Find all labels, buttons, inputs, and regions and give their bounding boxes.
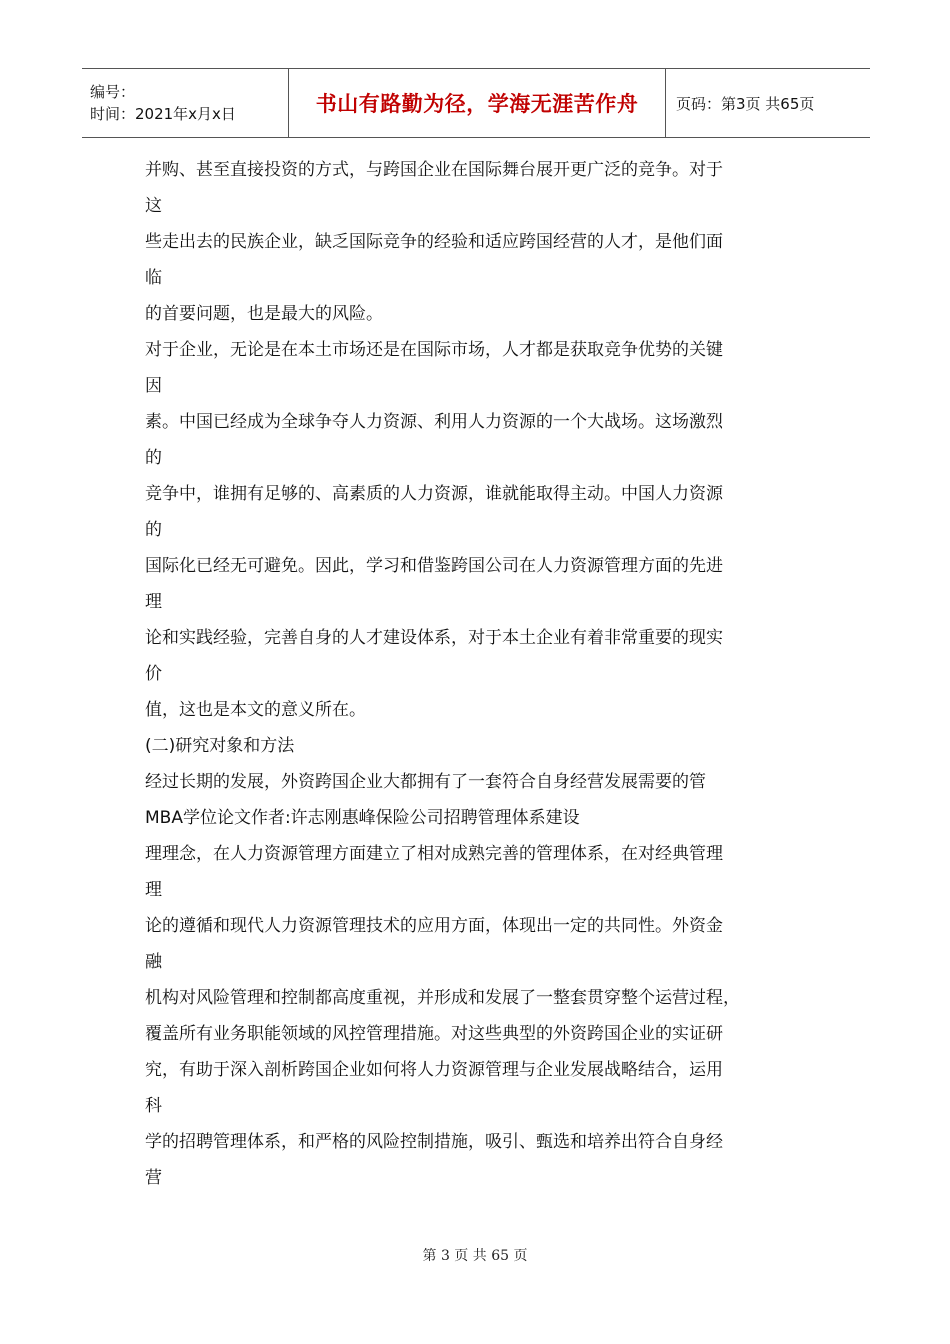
header-motto [289,69,666,137]
body-line: 覆盖所有业务职能领域的风控管理措施。对这些典型的外资跨国企业的实证研 [145,1024,723,1044]
section-heading: (二)研究对象和方法 [145,736,295,756]
body-line: 学的招聘管理体系，和严格的风险控制措施，吸引、甄选和培养出符合自身经 [145,1132,723,1152]
body-line: 的首要问题，也是最大的风险。 [145,304,383,324]
header-page-info [666,69,870,137]
footer-page-number: 第 3 页 共 65 页 [422,1248,528,1264]
body-line: 究，有助于深入剖析跨国企业如何将人力资源管理与企业发展战略结合，运用 [145,1060,723,1080]
body-line: 并购、甚至直接投资的方式，与跨国企业在国际舞台展开更广泛的竞争。对于 [145,160,723,180]
body-line: 论和实践经验，完善自身的人才建设体系，对于本土企业有着非常重要的现实 [145,628,723,648]
body-line: 论的遵循和现代人力资源管理技术的应用方面，体现出一定的共同性。外资金 [145,916,723,936]
running-header-line: MBA学位论文作者:许志刚惠峰保险公司招聘管理体系建设 [145,808,580,828]
page-info-text: 页码：第3页 共65页 [676,94,815,113]
body-line: 机构对风险管理和控制都高度重视，并形成和发展了一整套贯穿整个运营过程， [145,988,740,1008]
body-line: 对于企业，无论是在本土市场还是在国际市场，人才都是获取竞争优势的关键 [145,340,723,360]
page-header [82,68,870,138]
body-line: 科 [145,1096,162,1116]
body-line: 理 [145,880,162,900]
body-line: 竞争中，谁拥有足够的、高素质的人力资源，谁就能取得主动。中国人力资源 [145,484,723,504]
body-line: 些走出去的民族企业，缺乏国际竞争的经验和适应跨国经营的人才，是他们面 [145,232,723,252]
body-line: 的 [145,448,162,468]
body-line: 的 [145,520,162,540]
body-line: 营 [145,1168,162,1188]
body-line: 素。中国已经成为全球争夺人力资源、利用人力资源的一个大战场。这场激烈 [145,412,723,432]
document-body [145,152,825,1196]
body-line: 值，这也是本文的意义所在。 [145,700,366,720]
body-line: 这 [145,196,162,216]
motto-text: 书山有路勤为径，学海无涯苦作舟 [315,92,639,116]
header-meta [82,69,289,137]
body-line: 价 [145,664,162,684]
body-line: 经过长期的发展，外资跨国企业大都拥有了一套符合自身经营发展需要的管 [145,772,706,792]
page-footer [0,1245,950,1265]
body-line: 理理念，在人力资源管理方面建立了相对成熟完善的管理体系，在对经典管理 [145,844,723,864]
body-line: 国际化已经无可避免。因此，学习和借鉴跨国公司在人力资源管理方面的先进 [145,556,723,576]
document-time-label: 时间：2021年x月x日 [90,105,236,123]
body-line: 临 [145,268,162,288]
body-line: 理 [145,592,162,612]
body-line: 融 [145,952,162,972]
document-number-label: 编号： [90,83,136,101]
body-line: 因 [145,376,162,396]
